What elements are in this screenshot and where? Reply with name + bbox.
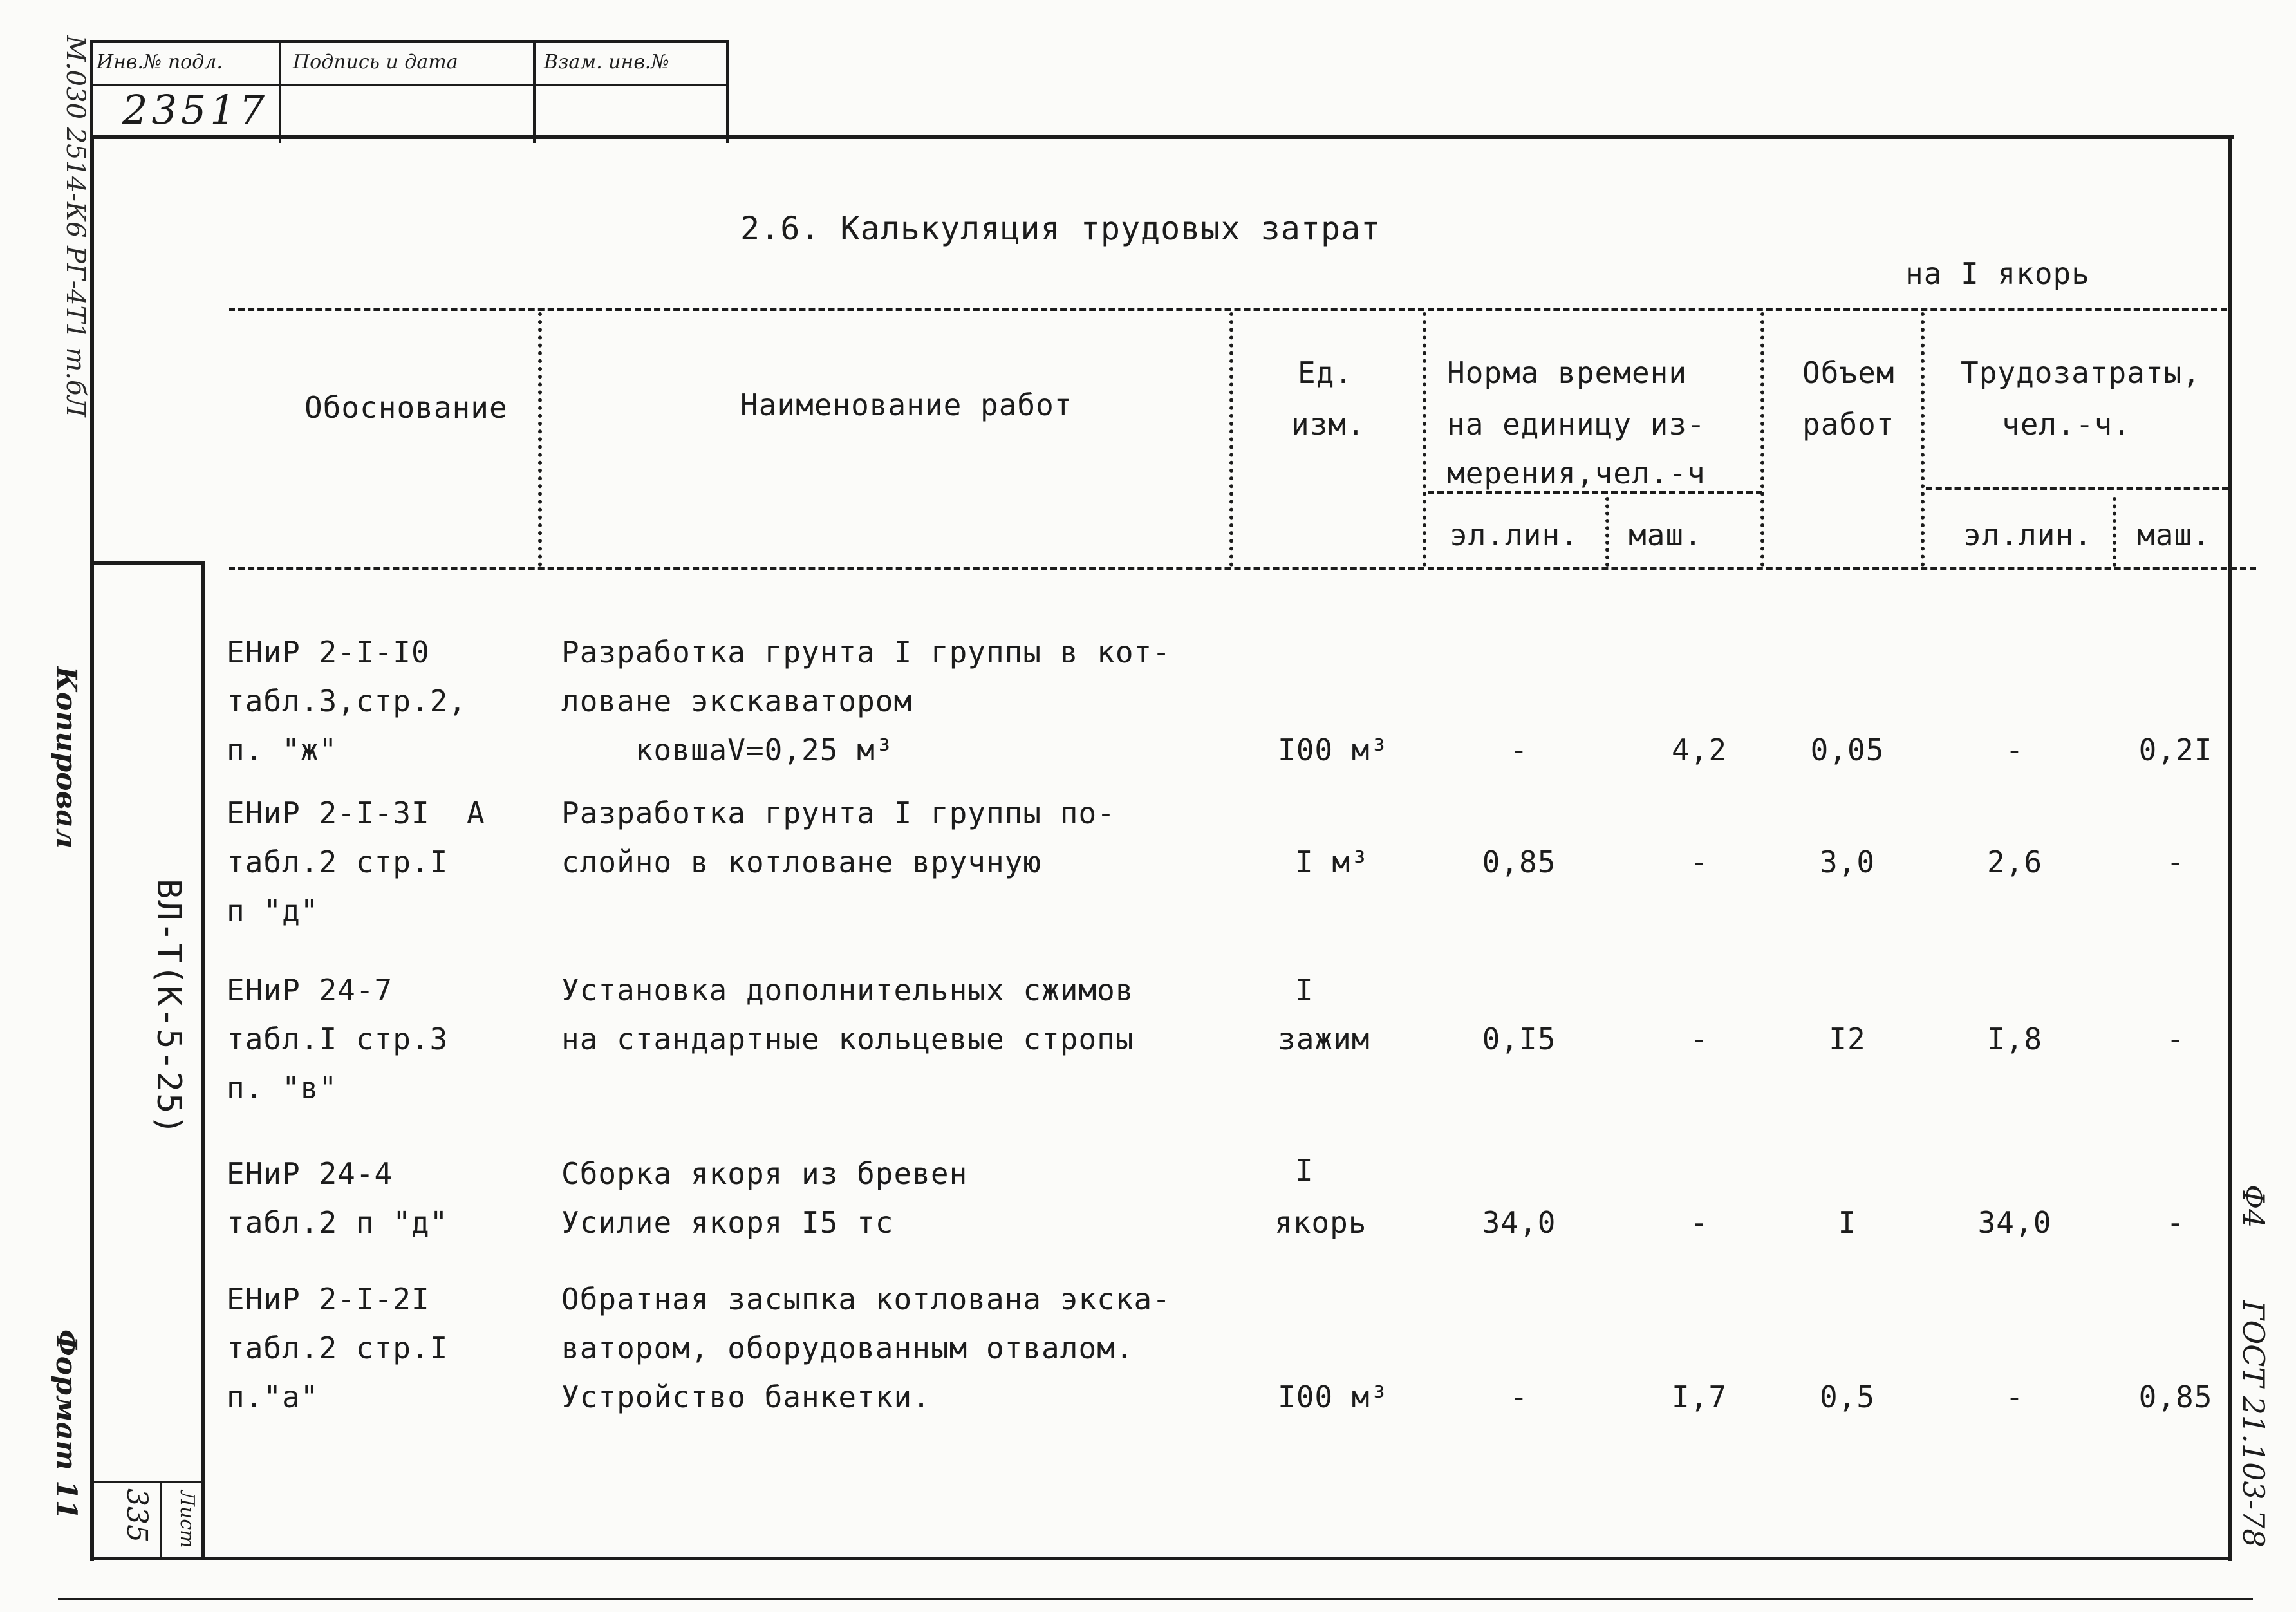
header-labor-1: Трудозатраты,	[1961, 355, 2201, 390]
row-labor-el: -	[2005, 733, 2024, 767]
row-work-line: ватором, оборудованным отвалом.	[561, 1331, 1134, 1365]
stamp-sign-label: Подпись и дата	[293, 51, 458, 73]
header-volume-1: Объем	[1802, 355, 1895, 390]
row-basis-line: п."а"	[227, 1380, 319, 1414]
stamp-inv-label: Инв.№ подл.	[97, 51, 223, 73]
margin-f4: Ф4	[2236, 1185, 2271, 1228]
row-work-line: ковшаV=0,25 м³	[561, 733, 894, 767]
row-work-line: слойно в котловане вручную	[561, 845, 1042, 879]
header-unit-1: Ед.	[1298, 355, 1354, 390]
row-norm-mash: -	[1690, 845, 1709, 879]
row-basis-line: п "д"	[227, 894, 319, 928]
row-norm-el: 0,I5	[1482, 1022, 1556, 1056]
row-norm-el: -	[1509, 1380, 1529, 1414]
row-unit: I м³	[1295, 845, 1369, 879]
row-labor-mash: -	[2166, 1205, 2185, 1240]
row-basis-line: табл.2 п "д"	[227, 1205, 449, 1240]
row-labor-el: 34,0	[1977, 1205, 2052, 1240]
header-norm-1: Норма времени	[1447, 355, 1688, 390]
row-norm-el: 34,0	[1482, 1205, 1556, 1240]
stamp-inv-number: 23517	[122, 86, 269, 133]
row-basis-line: ЕНиР 24-4	[227, 1156, 393, 1191]
row-labor-el: -	[2005, 1380, 2024, 1414]
row-work-line: Усилие якоря I5 тс	[561, 1205, 894, 1240]
row-basis-line: ЕНиР 24-7	[227, 973, 393, 1008]
sheet-number: 335	[120, 1488, 153, 1542]
row-unit: зажим	[1278, 1022, 1370, 1056]
margin-gost: ГОСТ 21.103-78	[2236, 1300, 2271, 1548]
header-work-name: Наименование работ	[740, 388, 1073, 422]
row-volume: I2	[1829, 1022, 1866, 1056]
row-unit: I00 м³	[1278, 1380, 1389, 1414]
stamp-vzam-label: Взам. инв.№	[544, 51, 669, 73]
row-basis-line: ЕНиР 2-I-3I А	[227, 796, 485, 830]
row-norm-mash: -	[1690, 1205, 1709, 1240]
sheet-label: Лист	[176, 1490, 198, 1548]
row-basis-line: п. "ж"	[227, 733, 338, 767]
margin-kopiroval: Копировал	[50, 666, 82, 849]
row-basis-line: ЕНиР 2-I-I0	[227, 635, 430, 670]
header-unit-2: изм.	[1291, 407, 1365, 442]
header-norm-3: мерения,чел.-ч	[1447, 456, 1706, 491]
row-work-line: Разработка грунта I группы в кот-	[561, 635, 1171, 670]
row-labor-mash: -	[2166, 1022, 2185, 1056]
row-work-line: Сборка якоря из бревен	[561, 1156, 968, 1191]
row-volume: I	[1838, 1205, 1857, 1240]
row-norm-mash: -	[1690, 1022, 1709, 1056]
row-volume: 0,5	[1819, 1380, 1876, 1414]
header-norm-mash: маш.	[1629, 518, 1703, 552]
row-work-line: Разработка грунта I группы по-	[561, 796, 1115, 830]
header-norm-el: эл.лин.	[1450, 518, 1579, 552]
margin-format: Формат 11	[50, 1329, 82, 1520]
row-labor-el: 2,6	[1986, 845, 2043, 879]
row-basis-line: табл.I стр.3	[227, 1022, 449, 1056]
row-norm-mash: 4,2	[1671, 733, 1728, 767]
row-work-line: Устройство банкетки.	[561, 1380, 931, 1414]
header-basis: Обоснование	[304, 390, 508, 425]
header-volume-2: работ	[1802, 407, 1895, 442]
row-labor-mash: -	[2166, 845, 2185, 879]
row-labor-el: I,8	[1986, 1022, 2043, 1056]
series-label: ВЛ-Т(К-5-25)	[149, 879, 188, 1136]
row-work-line: на стандартные кольцевые стропы	[561, 1022, 1134, 1056]
row-unit: якорь	[1274, 1205, 1367, 1240]
row-norm-mash: I,7	[1671, 1380, 1728, 1414]
header-norm-2: на единицу из-	[1447, 407, 1706, 442]
header-labor-2: чел.-ч.	[2002, 407, 2131, 442]
row-norm-el: -	[1509, 733, 1529, 767]
row-basis-line: ЕНиР 2-I-2I	[227, 1282, 430, 1317]
table-note: на I якорь	[1905, 256, 2090, 291]
row-volume: 0,05	[1810, 733, 1885, 767]
row-work-line: Обратная засыпка котлована экска-	[561, 1282, 1171, 1317]
margin-code: М.030 2514-К6 РГ-4Т1 т.бЛ	[61, 35, 90, 417]
row-basis-line: табл.2 стр.I	[227, 1331, 449, 1365]
header-labor-el: эл.лин.	[1963, 518, 2093, 552]
row-basis-line: табл.2 стр.I	[227, 845, 449, 879]
row-basis-line: п. "в"	[227, 1071, 338, 1105]
row-norm-el: 0,85	[1482, 845, 1556, 879]
row-unit: I	[1295, 1153, 1314, 1188]
row-unit: I	[1295, 973, 1314, 1008]
row-work-line: ловане экскаватором	[561, 684, 913, 718]
header-labor-mash: маш.	[2137, 518, 2211, 552]
row-volume: 3,0	[1819, 845, 1876, 879]
row-work-line: Установка дополнительных сжимов	[561, 973, 1134, 1008]
page-title: 2.6. Калькуляция трудовых затрат	[740, 210, 1381, 247]
row-labor-mash: 0,2I	[2138, 733, 2213, 767]
row-unit: I00 м³	[1278, 733, 1389, 767]
row-labor-mash: 0,85	[2138, 1380, 2213, 1414]
row-basis-line: табл.3,стр.2,	[227, 684, 467, 718]
